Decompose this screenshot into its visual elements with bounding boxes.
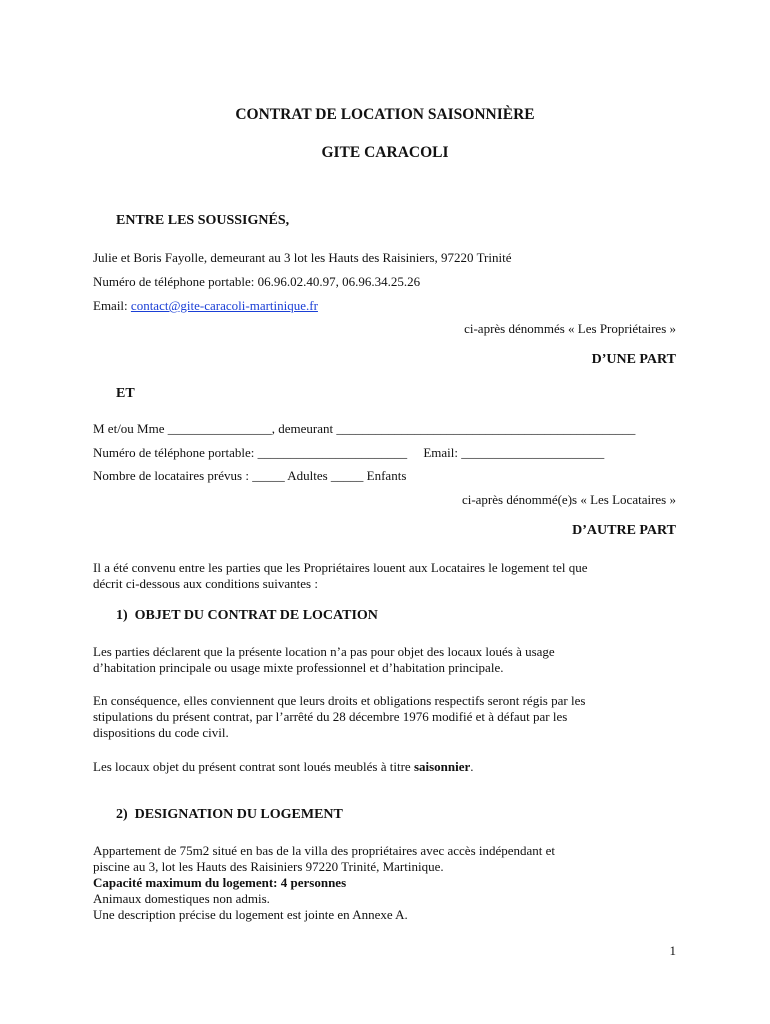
- tenants-count-line: Nombre de locataires prévus : _____ Adultes _____ Enfants: [93, 468, 407, 483]
- section2-heading: 2) DESIGNATION DU LOGEMENT: [116, 807, 343, 822]
- section1-p2-line1: En conséquence, elles conviennent que leurs droits et obligations respectifs seront régis par les: [93, 693, 586, 708]
- tenants-designation: ci-après dénommé(e)s « Les Locataires »: [461, 492, 676, 507]
- section1-p2-line2: stipulations du présent contrat, par l’arrêté du 28 décembre 1976 modifié et à défaut par les: [93, 709, 568, 724]
- tenants-part-label: D’AUTRE PART: [572, 523, 676, 538]
- section1-p3-bold: saisonnier: [413, 759, 471, 774]
- document-title: CONTRAT DE LOCATION SAISONNIÈRE: [235, 106, 535, 123]
- section2-capacity: Capacité maximum du logement: 4 personnes: [93, 875, 347, 890]
- owners-email-link[interactable]: contact@gite-caracoli-martinique.fr: [130, 298, 318, 313]
- section1-p3: [93, 759, 474, 775]
- document-subtitle: GITE CARACOLI: [321, 144, 449, 161]
- section2-line2: piscine au 3, lot les Hauts des Raisiniers 97220 Trinité, Martinique.: [93, 859, 444, 874]
- section2-animals: Animaux domestiques non admis.: [93, 891, 270, 906]
- tenants-name-line: M et/ou Mme ________________, demeurant ______________________________________________: [93, 421, 636, 436]
- tenants-phone-line: Numéro de téléphone portable: _______________________ Email: ______________________: [93, 445, 605, 460]
- section1-p3-suffix: .: [470, 759, 474, 774]
- et-heading: ET: [116, 386, 135, 401]
- entre-heading: ENTRE LES SOUSSIGNÉS,: [116, 213, 290, 228]
- section1-p2-line3: dispositions du code civil.: [93, 725, 229, 740]
- owners-address: Julie et Boris Fayolle, demeurant au 3 lot les Hauts des Raisiniers, 97220 Trinité: [93, 250, 512, 265]
- section1-p1-line1: Les parties déclarent que la présente location n’a pas pour objet des locaux loués à usage: [93, 644, 555, 659]
- section2-line1: Appartement de 75m2 situé en bas de la villa des propriétaires avec accès indépendant et: [93, 843, 556, 858]
- section1-p3-prefix: Les locaux objet du présent contrat sont loués meublés à titre: [93, 759, 414, 774]
- owners-email-label: Email:: [93, 298, 131, 313]
- owners-designation: ci-après dénommés « Les Propriétaires »: [464, 321, 676, 336]
- page-number: 1: [669, 943, 676, 958]
- section1-heading: 1) OBJET DU CONTRAT DE LOCATION: [116, 608, 378, 623]
- owners-part-label: D’UNE PART: [591, 352, 676, 367]
- intro-line-2: décrit ci-dessous aux conditions suivantes :: [93, 576, 318, 591]
- owners-email-line: [93, 298, 318, 314]
- owners-phone: Numéro de téléphone portable: 06.96.02.40.97, 06.96.34.25.26: [93, 274, 421, 289]
- section1-p1-line2: d’habitation principale ou usage mixte professionnel et d’habitation principale.: [93, 660, 504, 675]
- intro-line-1: Il a été convenu entre les parties que les Propriétaires louent aux Locataires le logement tel que: [93, 560, 588, 575]
- section2-annex: Une description précise du logement est jointe en Annexe A.: [93, 907, 408, 922]
